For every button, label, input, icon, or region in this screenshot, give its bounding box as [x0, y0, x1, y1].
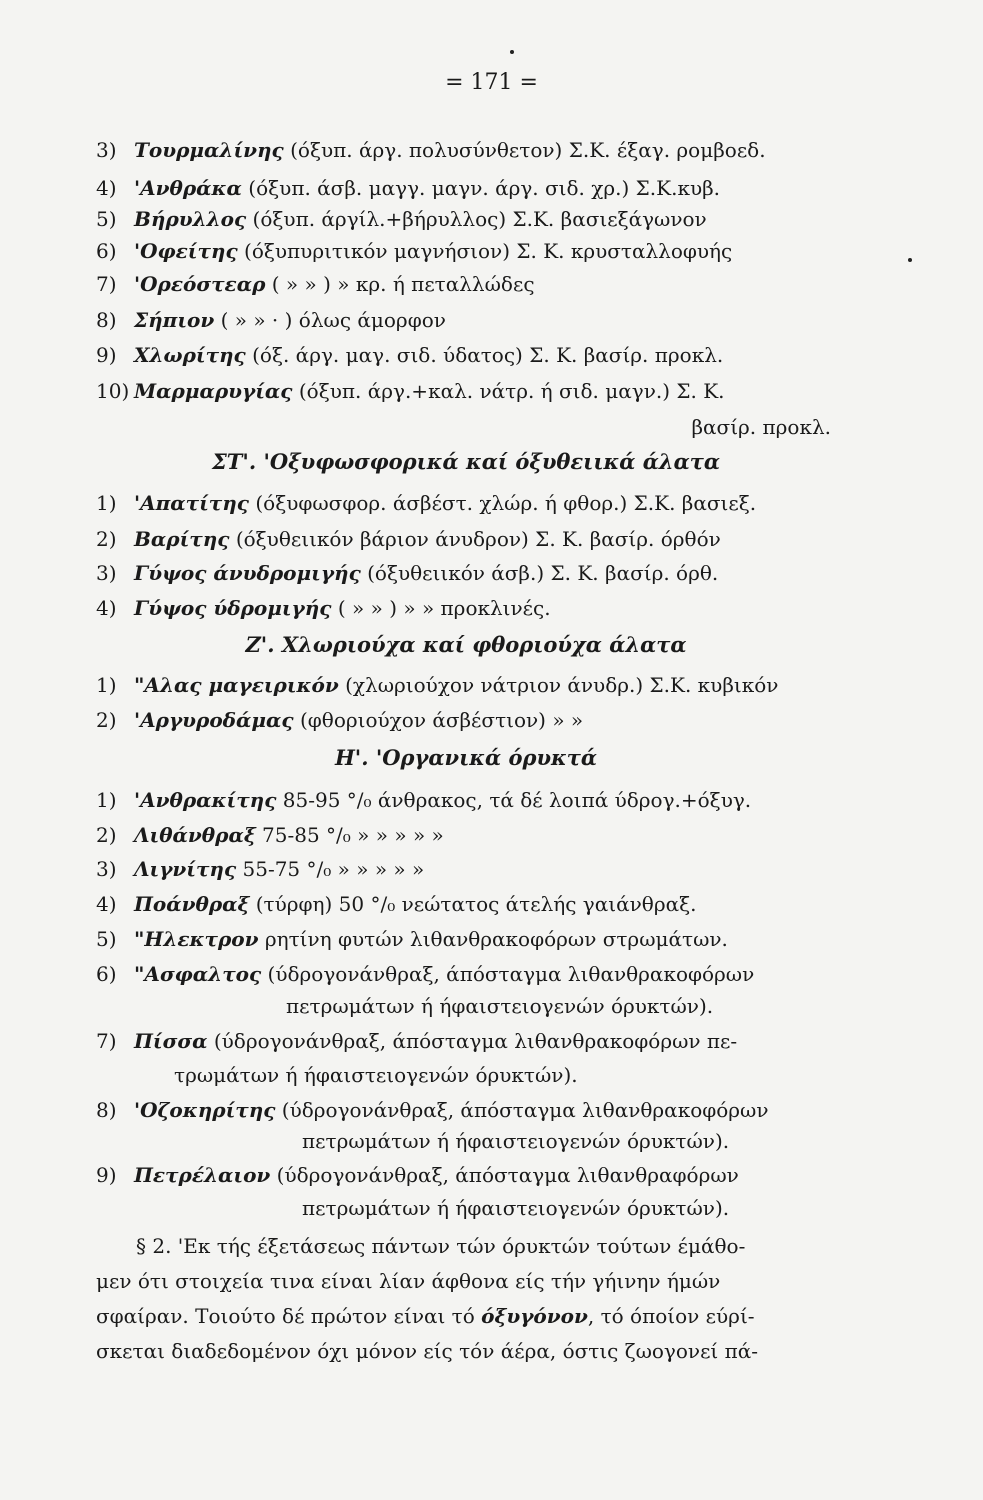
paragraph-line: [96, 1302, 836, 1330]
mineral-description: (ύδρογονάνθραξ, άπόσταγμα λιθανθρακοφόρων: [267, 962, 755, 986]
list-item: [96, 341, 836, 369]
list-item: [96, 306, 836, 334]
speck-mark: [908, 258, 912, 262]
mineral-name: Ποάνθραξ: [134, 892, 250, 916]
item-number: 9): [96, 343, 117, 367]
mineral-name: Λιγνίτης: [134, 857, 237, 881]
mineral-description: (φθοριούχον άσβέστιον) » »: [299, 708, 584, 732]
paragraph-line: § 2. 'Εκ τής έξετάσεως πάντων τών όρυκτών τούτων έμάθο-: [136, 1234, 746, 1258]
mineral-description: 85-95 °/₀ άνθρακος, τά δέ λοιπά ύδρογ.+όξυγ.: [282, 788, 752, 812]
mineral-description: (όξυπ. άργ.+καλ. νάτρ. ή σιδ. μαγν.) Σ. Κ.: [298, 379, 725, 403]
item-number: 1): [96, 673, 117, 697]
mineral-description: (ύδρογονάνθραξ, άπόσταγμα λιθανθρακοφόρων: [281, 1098, 769, 1122]
list-item: [96, 205, 836, 233]
list-item: [96, 855, 836, 883]
item-number: 5): [96, 207, 117, 231]
mineral-name: 'Ανθράκα: [134, 176, 242, 200]
item-number: 3): [96, 857, 117, 881]
mineral-name: Πετρέλαιον: [134, 1163, 271, 1187]
item-number: 6): [96, 239, 117, 263]
mineral-name: Χλωρίτης: [134, 343, 246, 367]
mineral-name: 'Ορεόστεαρ: [134, 272, 266, 296]
mineral-description: (όξυθειικόν άσβ.) Σ. Κ. βασίρ. όρθ.: [367, 561, 719, 585]
item-number: 7): [96, 272, 117, 296]
item-number: 8): [96, 1098, 117, 1122]
mineral-name: Βήρυλλος: [134, 207, 247, 231]
item-number: 10): [96, 379, 130, 403]
mineral-description: (όξυπ. άργ. πολυσύνθετον) Σ.Κ. έξαγ. ρομβοεδ.: [290, 138, 766, 162]
mineral-description: ( » » ) » κρ. ή πεταλλώδες: [271, 272, 535, 296]
section-heading: ΣΤ'. 'Οξυφωσφορικά καί όξυθειικά άλατα: [211, 449, 721, 474]
item-number: 1): [96, 491, 117, 515]
list-item: [96, 594, 836, 622]
mineral-description: (όξυπ. άσβ. μαγγ. μαγν. άργ. σιδ. χρ.) Σ.Κ.κυβ.: [248, 176, 721, 200]
list-item: [96, 1161, 836, 1189]
list-item: [96, 237, 836, 265]
paragraph-text: σφαίραν. Τοιούτο δέ πρώτον είναι τό: [96, 1304, 482, 1328]
mineral-name: Μαρμαρυγίας: [134, 379, 293, 403]
continuation-line: τρωμάτων ή ήφαιστειογενών όρυκτών).: [174, 1063, 578, 1087]
item-number: 5): [96, 927, 117, 951]
list-item: [96, 786, 836, 814]
item-number: 1): [96, 788, 117, 812]
mineral-name: 'Οζοκηρίτης: [134, 1098, 276, 1122]
continuation-line: πετρωμάτων ή ήφαιστειογενών όρυκτών).: [302, 1129, 730, 1153]
mineral-name: "Αλας μαγειρικόν: [134, 673, 339, 697]
mineral-description: ( » » ) » » προκλινές.: [337, 596, 551, 620]
mineral-description: (τύρφη) 50 °/₀ νεώτατος άτελής γαιάνθραξ.: [255, 892, 697, 916]
item-number: 4): [96, 176, 117, 200]
item-number: 3): [96, 561, 117, 585]
list-item: [96, 270, 836, 298]
emphasized-term: όξυγόνον: [481, 1304, 588, 1328]
mineral-description: (ύδρογονάνθραξ, άπόσταγμα λιθανθρακοφόρων πε-: [213, 1029, 738, 1053]
continuation-line: βασίρ. προκλ.: [691, 415, 831, 439]
mineral-name: Βαρίτης: [134, 527, 230, 551]
mineral-description: (όξυπυριτικόν μαγνήσιον) Σ. Κ. κρυσταλλοφυής: [244, 239, 733, 263]
mineral-description: (ύδρογονάνθραξ, άπόσταγμα λιθανθραφόρων: [276, 1163, 739, 1187]
list-item: [96, 377, 836, 405]
speck-mark: [510, 50, 514, 54]
list-item: [96, 136, 836, 164]
list-item: [96, 671, 836, 699]
item-number: 4): [96, 596, 117, 620]
list-item: [96, 821, 836, 849]
mineral-name: Λιθάνθραξ: [134, 823, 256, 847]
paragraph-text: , τό όποίον εύρί-: [587, 1304, 755, 1328]
section-heading: Η'. 'Οργανικά όρυκτά: [334, 745, 598, 770]
mineral-description: ρητίνη φυτών λιθανθρακοφόρων στρωμάτων.: [264, 927, 728, 951]
item-number: 2): [96, 527, 117, 551]
paragraph-line: μεν ότι στοιχεία τινα είναι λίαν άφθονα είς τήν γήινην ήμών: [96, 1269, 721, 1293]
page-number: = 171 =: [445, 70, 538, 95]
mineral-description: 75-85 °/₀ » » » » »: [262, 823, 444, 847]
list-item: [96, 1027, 836, 1055]
mineral-description: (όξυφωσφορ. άσβέστ. χλώρ. ή φθορ.) Σ.Κ. βασιεξ.: [255, 491, 757, 515]
mineral-name: 'Ανθρακίτης: [134, 788, 277, 812]
mineral-name: Γύψος ύδρομιγής: [134, 596, 332, 620]
list-item: [96, 1096, 836, 1124]
mineral-description: 55-75 °/₀ » » » » »: [242, 857, 425, 881]
mineral-description: (όξυθειικόν βάριον άνυδρον) Σ. Κ. βασίρ. όρθόν: [235, 527, 721, 551]
list-item: [96, 925, 836, 953]
item-number: 6): [96, 962, 117, 986]
section-heading: Ζ'. Χλωριούχα καί φθοριούχα άλατα: [245, 632, 687, 657]
mineral-name: "Ηλεκτρον: [134, 927, 259, 951]
list-item: [96, 706, 836, 734]
mineral-name: 'Αργυροδάμας: [134, 708, 294, 732]
list-item: [96, 525, 836, 553]
continuation-line: πετρωμάτων ή ήφαιστειογενών όρυκτών).: [286, 994, 714, 1018]
item-number: 7): [96, 1029, 117, 1053]
mineral-description: (όξ. άργ. μαγ. σιδ. ύδατος) Σ. Κ. βασίρ. προκλ.: [252, 343, 724, 367]
continuation-line: πετρωμάτων ή ήφαιστειογενών όρυκτών).: [302, 1196, 730, 1220]
item-number: 4): [96, 892, 117, 916]
list-item: [96, 559, 836, 587]
mineral-name: Σήπιον: [134, 308, 215, 332]
item-number: 2): [96, 823, 117, 847]
list-item: [96, 489, 836, 517]
mineral-name: 'Απατίτης: [134, 491, 249, 515]
mineral-description: ( » » · ) όλως άμορφον: [220, 308, 446, 332]
mineral-name: Γύψος άνυδρομιγής: [134, 561, 361, 585]
item-number: 3): [96, 138, 117, 162]
mineral-description: (χλωριούχον νάτριον άνυδρ.) Σ.Κ. κυβικόν: [345, 673, 779, 697]
list-item: [96, 960, 836, 988]
mineral-description: (όξυπ. άργίλ.+βήρυλλος) Σ.Κ. βασιεξάγωνον: [252, 207, 707, 231]
list-item: [96, 174, 836, 202]
list-item: [96, 890, 836, 918]
paragraph-line: σκεται διαδεδομένον όχι μόνον είς τόν άέρα, όστις ζωογονεί πά-: [96, 1339, 759, 1363]
mineral-name: Τουρμαλίνης: [134, 138, 284, 162]
item-number: 8): [96, 308, 117, 332]
item-number: 2): [96, 708, 117, 732]
mineral-name: Πίσσα: [134, 1029, 208, 1053]
item-number: 9): [96, 1163, 117, 1187]
mineral-name: 'Οφείτης: [134, 239, 238, 263]
mineral-name: "Ασφαλτος: [134, 962, 262, 986]
